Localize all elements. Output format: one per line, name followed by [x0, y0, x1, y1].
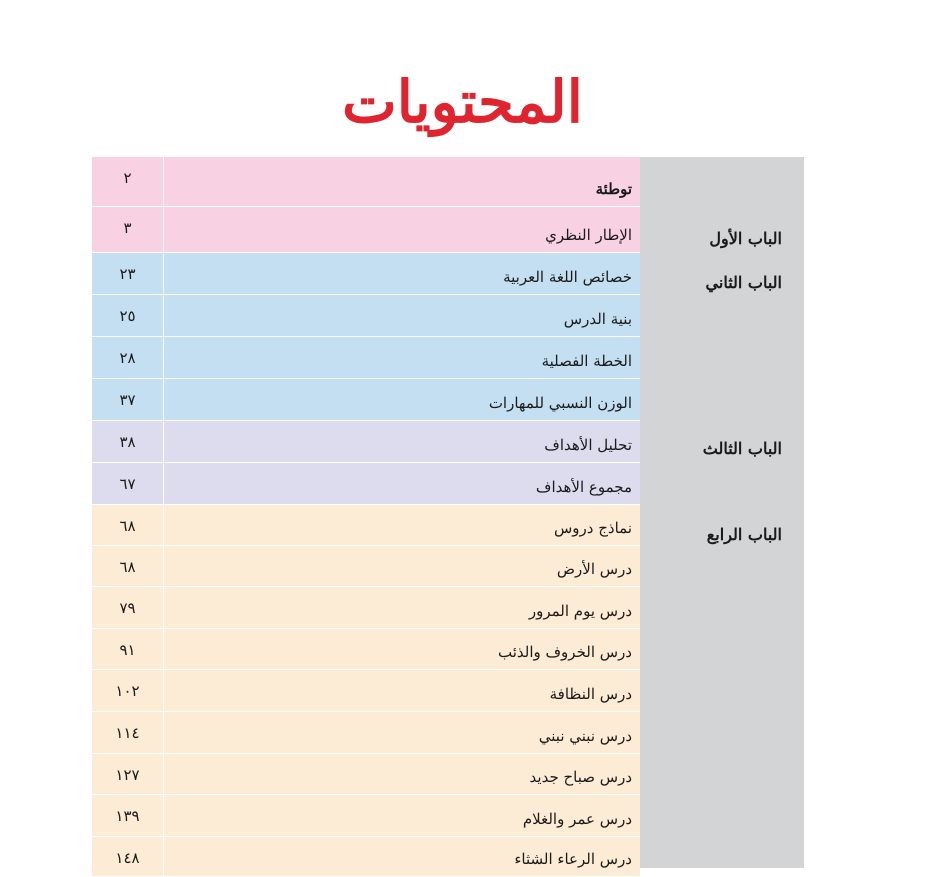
- toc-row[interactable]: [92, 253, 640, 295]
- parts-column: [640, 157, 804, 868]
- toc-row[interactable]: [92, 157, 640, 207]
- toc-row[interactable]: [92, 295, 640, 337]
- contents-table: [92, 157, 804, 868]
- entry-title: درس النظافة: [549, 685, 632, 703]
- toc-row[interactable]: [92, 463, 640, 505]
- page-number: ١٤٨: [92, 837, 164, 876]
- entry-title: درس الأرض: [556, 560, 632, 578]
- part-label-3: الباب الثالث: [702, 439, 782, 458]
- page-number: ٢٨: [92, 337, 164, 378]
- entry-title: درس صباح جديد: [529, 768, 632, 786]
- part-label-4: الباب الرابع: [706, 525, 782, 544]
- entry-title: درس عمر والغلام: [522, 810, 632, 828]
- entry-title: درس الخروف والذئب: [497, 643, 632, 661]
- page-number: ٧٩: [92, 587, 164, 628]
- page-title: المحتويات: [342, 68, 583, 136]
- page-number: ١١٤: [92, 712, 164, 753]
- entry-title: الإطار النظري: [545, 226, 632, 244]
- page-number: ٩١: [92, 629, 164, 669]
- toc-row[interactable]: [92, 207, 640, 253]
- toc-row[interactable]: [92, 505, 640, 546]
- toc-row[interactable]: [92, 587, 640, 629]
- page-number: ٣٨: [92, 421, 164, 462]
- entry-title: تحليل الأهداف: [544, 436, 632, 454]
- page-number: ١٣٩: [92, 795, 164, 836]
- toc-row[interactable]: [92, 837, 640, 877]
- toc-row[interactable]: [92, 754, 640, 795]
- toc-row[interactable]: [92, 670, 640, 712]
- page-number: ٦٨: [92, 505, 164, 545]
- page-number: ٦٧: [92, 463, 164, 504]
- entry-title: مجموع الأهداف: [535, 478, 632, 496]
- page-number: ٢٥: [92, 295, 164, 336]
- entry-title: نماذج دروس: [553, 519, 632, 537]
- toc-row[interactable]: [92, 421, 640, 463]
- part-label-1: الباب الأول: [709, 229, 782, 248]
- page-number: ٦٨: [92, 546, 164, 586]
- toc-row[interactable]: [92, 629, 640, 670]
- entry-title: درس نبني نبني: [538, 727, 632, 745]
- toc-row[interactable]: [92, 337, 640, 379]
- page-number: ١٠٢: [92, 670, 164, 711]
- entry-title: درس الرعاء الشثاء: [514, 850, 632, 868]
- page-number: ٢٣: [92, 253, 164, 294]
- entry-title: خصائص اللغة العربية: [503, 268, 632, 286]
- toc-row[interactable]: [92, 546, 640, 587]
- toc-row[interactable]: [92, 712, 640, 754]
- part-label-2: الباب الثاني: [705, 273, 782, 292]
- page-number: ٢: [92, 157, 164, 206]
- entry-title: درس يوم المرور: [528, 602, 632, 620]
- page-number: ٣: [92, 207, 164, 252]
- page-number: ٣٧: [92, 379, 164, 420]
- toc-row[interactable]: [92, 795, 640, 837]
- entry-title: الوزن النسبي للمهارات: [488, 394, 632, 412]
- toc-row[interactable]: [92, 379, 640, 421]
- entry-title: بنية الدرس: [563, 310, 632, 328]
- page-number: ١٢٧: [92, 754, 164, 794]
- entry-title: الخطة الفصلية: [541, 352, 632, 370]
- entry-title: توطئة: [595, 180, 632, 198]
